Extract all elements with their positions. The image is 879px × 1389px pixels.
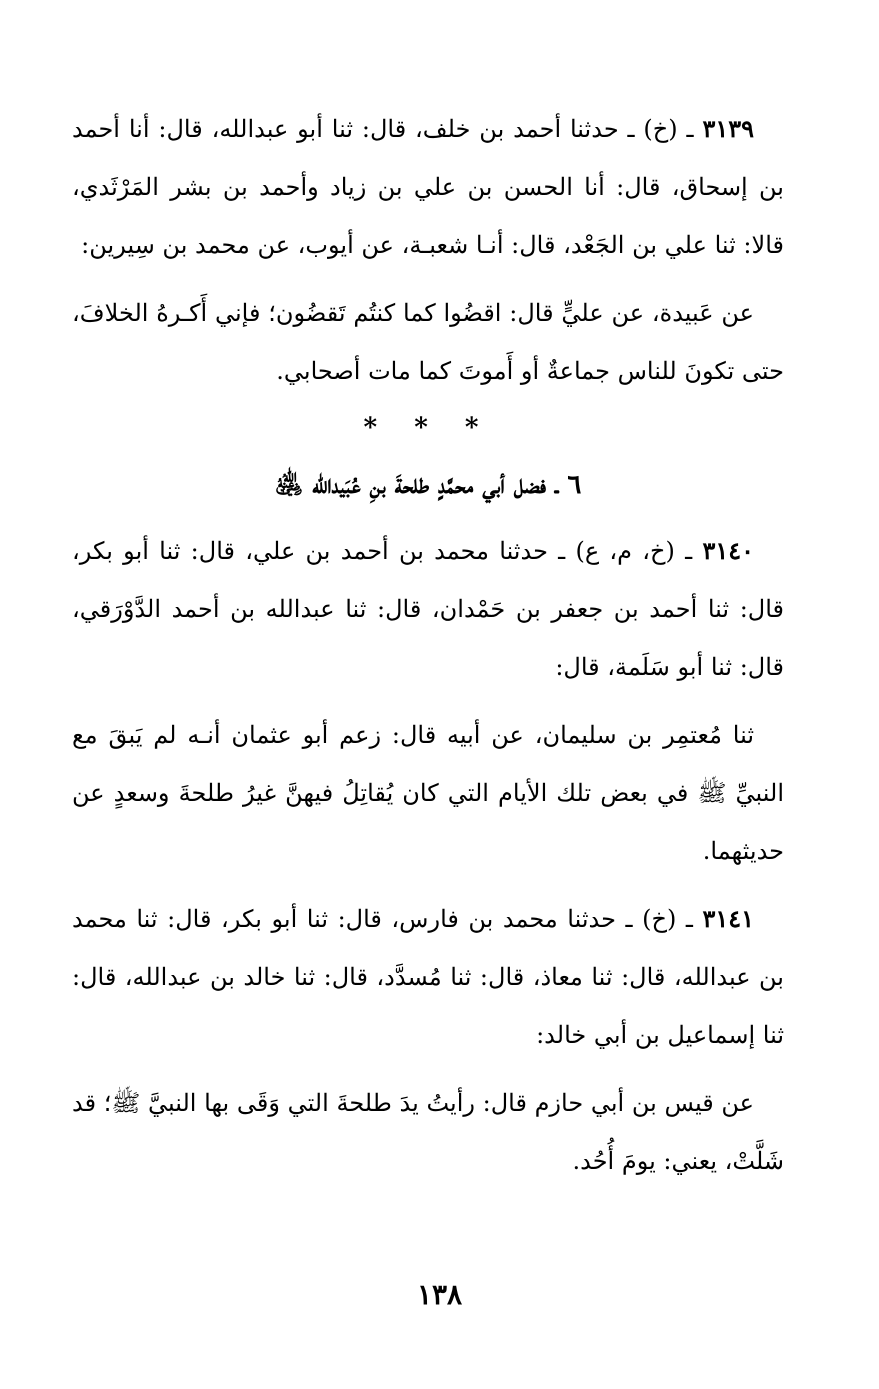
hadith-3139-matn: عن عَبيدة، عن عليٍّ قال: اقضُوا كما كنتُم تَقضُون؛ فإني أَكـرهُ الخلافَ، حتى تكونَ للناس جماعةٌ أو أَموتَ كما مات أصحابي. [72,299,784,385]
hadith-3141-matn: عن قيس بن أبي حازم قال: رأيتُ يدَ طلحةَ التي وَقَى بها النبيَّ ﷺ؛ قد شَلَّتْ، يعني: يومَ أُحُد. [72,1089,784,1175]
page-body [72,100,784,1190]
hadith-number: ٣١٤٠ [702,536,754,565]
hadith-number: ٣١٣٩ [702,114,754,143]
hadith-3139-isnad [72,100,784,274]
isnad-text: ـ (خ، م، ع) ـ حدثنا محمد بن أحمد بن علي، قال: ثنا أبو بكر، قال: ثنا أحمد بن جعفر بن حَمْدان، قال: ثنا عبدالله بن أحمد الدَّوْرَقي، قال: ثنا أبو سَلَمة، قال: [72,537,784,681]
isnad-text: ـ (خ) ـ حدثنا أحمد بن خلف، قال: ثنا أبو عبدالله، قال: أنا أحمد بن إسحاق، قال: أنا الحسن بن علي بن زياد وأحمد بن بشر المَرْثَدي، قالا: ثنا علي بن الجَعْد، قال: أنـا شعبـة، عن أيوب، عن محمد بن سِيرين: [72,115,784,259]
section-separator: * * * [363,413,493,443]
isnad-text: ـ (خ) ـ حدثنا محمد بن فارس، قال: ثنا أبو بكر، قال: ثنا محمد بن عبدالله، قال: ثنا معاذ، قال: ثنا مُسدَّد، قال: ثنا خالد بن عبدالله، قال: ثنا إسماعيل بن أبي خالد: [72,905,784,1049]
hadith-number: ٣١٤١ [702,904,754,933]
hadith-3140-matn: ثنا مُعتمِر بن سليمان، عن أبيه قال: زعم أبو عثمان أنـه لم يَبقَ مع النبيِّ ﷺ في بعض تلك الأيام التي كان يُقاتِلُ فيهنَّ غيرُ طلحةَ وسعدٍ عن حديثهما. [72,721,784,865]
hadith-3141-isnad [72,890,784,1064]
hadith-3140-isnad [72,522,784,696]
chapter-title: ٦ ـ فضل أبي محمَّدٍ طلحةَ بنِ عُبَيدالله ﵁ [274,470,582,500]
page-number: ١٣٨ [416,1278,463,1311]
